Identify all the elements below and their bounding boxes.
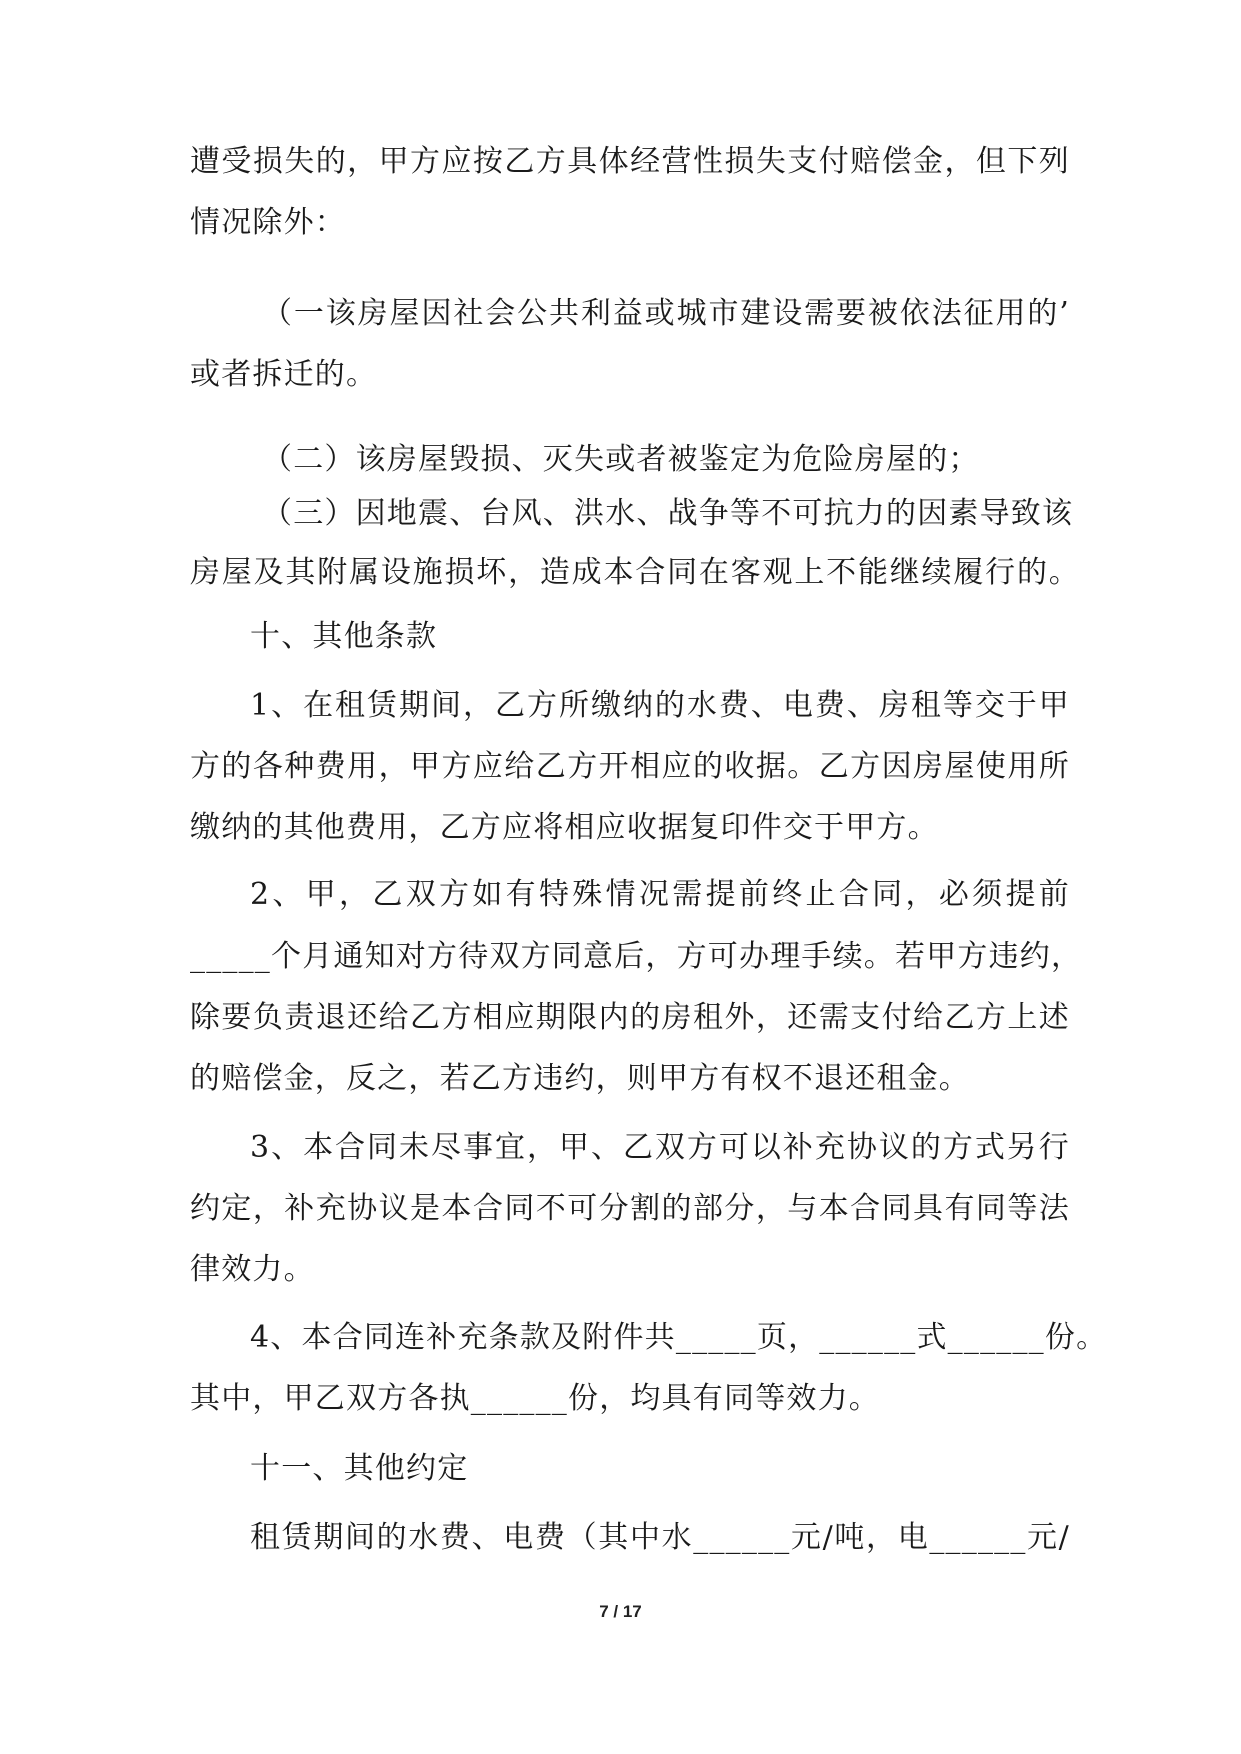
text-line-10: 方的各种费用，甲方应给乙方开相应的收据。乙方因房屋使用所 <box>190 749 1070 784</box>
text-line-9: 1、在租赁期间，乙方所缴纳的水费、电费、房租等交于甲 <box>250 688 1070 723</box>
section-heading-11: 十一、其他约定 <box>250 1451 469 1486</box>
text-line-4: 或者拆迁的。 <box>190 357 378 392</box>
text-line-11: 缴纳的其他费用，乙方应将相应收据复印件交于甲方。 <box>190 810 939 845</box>
section-heading-10: 十、其他条款 <box>250 619 438 654</box>
text-line-5: （二）该房屋毁损、灭失或者被鉴定为危险房屋的； <box>262 442 980 477</box>
page-number: 7 / 17 <box>599 1602 642 1621</box>
text-line-16: 3、本合同未尽事宜，甲、乙双方可以补充协议的方式另行 <box>250 1130 1070 1165</box>
text-line-15: 的赔偿金，反之，若乙方违约，则甲方有权不退还租金。 <box>190 1061 970 1096</box>
text-line-1: 遭受损失的，甲方应按乙方具体经营性损失支付赔偿金，但下列 <box>190 144 1070 179</box>
text-line-20: 其中，甲乙双方各执______份，均具有同等效力。 <box>190 1381 880 1416</box>
text-line-14: 除要负责退还给乙方相应期限内的房租外，还需支付给乙方上述 <box>190 1000 1070 1035</box>
text-line-13: _____个月通知对方待双方同意后，方可办理手续。若甲方违约， <box>190 939 1083 974</box>
text-line-6: （三）因地震、台风、洪水、战争等不可抗力的因素导致该 <box>262 496 1074 531</box>
text-line-17: 约定，补充协议是本合同不可分割的部分，与本合同具有同等法 <box>190 1191 1070 1226</box>
text-line-7: 房屋及其附属设施损坏，造成本合同在客观上不能继续履行的。 <box>190 555 1080 590</box>
text-line-3: （一该房屋因社会公共利益或城市建设需要被依法征用的’ <box>262 296 1070 331</box>
text-line-18: 律效力。 <box>190 1252 315 1287</box>
text-line-12: 2、甲，乙双方如有特殊情况需提前终止合同，必须提前 <box>250 877 1070 912</box>
text-line-22: 租赁期间的水费、电费（其中水______元/吨，电______元/ <box>250 1520 1070 1555</box>
text-line-2: 情况除外： <box>190 205 346 240</box>
text-line-19: 4、本合同连补充条款及附件共_____页，______式______份。 <box>250 1320 1108 1355</box>
